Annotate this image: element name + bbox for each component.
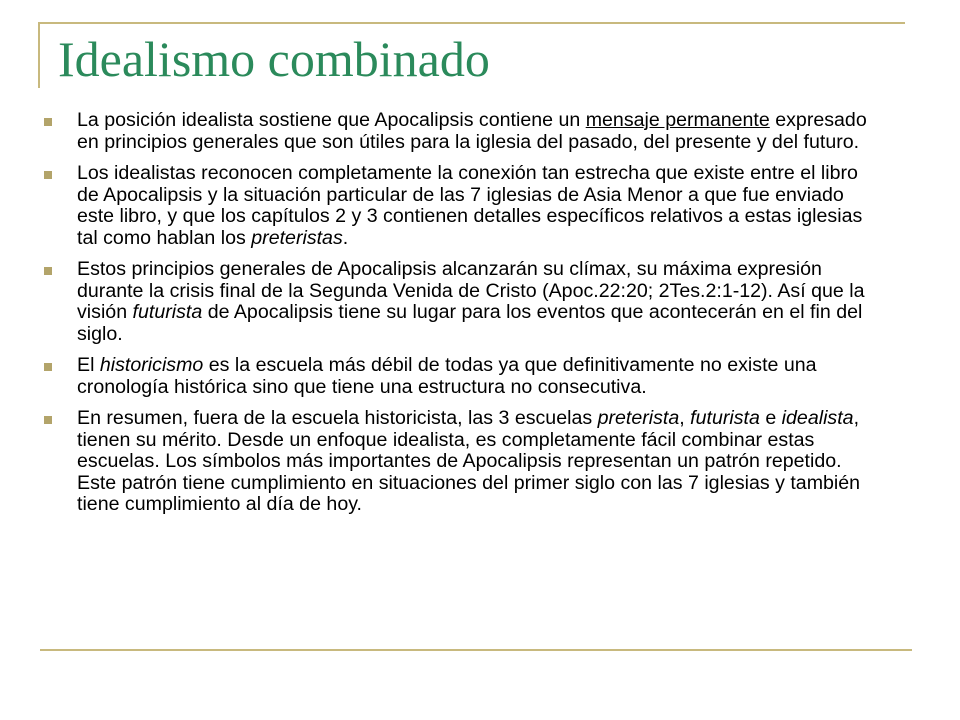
bullet-text: expresado en principios generales que son útiles para la iglesia del pasado, del presente y del futuro.	[77, 109, 867, 153]
italic-term: futurista	[132, 301, 203, 323]
italic-term: futurista	[690, 407, 760, 429]
bullet-item-3	[44, 259, 884, 345]
bullet-text: Estos principios generales de Apocalipsis alcanzarán su clímax, su máxima expresión durante la crisis final de la Segunda Venida de Cristo (Apoc.22:20; 2Tes.2:1-12). Así que la visión	[77, 258, 865, 323]
italic-term: preteristas	[251, 226, 343, 249]
frame-left-line	[38, 22, 40, 88]
bullet-text: La posición idealista sostiene que Apocalipsis contiene un	[77, 109, 586, 131]
bullet-text: .	[342, 226, 349, 249]
bullet-text: es la escuela más débil de todas ya que definitivamente no existe una cronología histórica sino que tiene una estructura no consecutiva.	[77, 354, 817, 398]
slide-title: Idealismo combinado	[58, 31, 490, 87]
bullet-text: El	[77, 354, 100, 376]
italic-term: preterista	[597, 407, 680, 429]
bullet-item-1	[44, 110, 884, 153]
bullet-text: En resumen, fuera de la escuela historicista, las 3 escuelas	[77, 407, 598, 429]
square-bullet-icon	[44, 363, 52, 371]
square-bullet-icon	[44, 267, 52, 275]
italic-term: idealista	[781, 407, 854, 429]
square-bullet-icon	[44, 416, 52, 424]
bullet-item-5	[44, 408, 884, 516]
frame-bottom-line	[40, 649, 912, 651]
frame-top-line	[38, 22, 905, 24]
bullet-text: , tienen su mérito. Desde un enfoque idealista, es completamente fácil combinar estas escuelas. Los símbolos más importantes de Apocalipsis representan un patrón repetido. Este patrón tiene cumplimiento en situaciones del primer siglo con las 7 iglesias y también tiene cumplimiento al día de hoy.	[77, 407, 861, 515]
bullet-text: Los idealistas reconocen completamente la conexión tan estrecha que existe entre el libro de Apocalipsis y la situación particular de las 7 iglesias de Asia Menor a que fue enviado este libro, y que los capítulos 2 y 3 contienen detalles específicos relativos a estas iglesias tal como hablan los	[77, 162, 863, 249]
bullet-item-4	[44, 355, 884, 398]
bullet-list	[44, 110, 884, 526]
square-bullet-icon	[44, 118, 52, 126]
bullet-text: de Apocalipsis tiene su lugar para los eventos que acontecerán en el fin del siglo.	[77, 301, 863, 345]
underlined-text: mensaje permanente	[585, 109, 770, 131]
bullet-text: ,	[679, 407, 691, 429]
italic-term: historicismo	[99, 354, 204, 376]
square-bullet-icon	[44, 171, 52, 179]
bullet-text: e	[759, 407, 782, 429]
bullet-item-2	[44, 163, 884, 249]
